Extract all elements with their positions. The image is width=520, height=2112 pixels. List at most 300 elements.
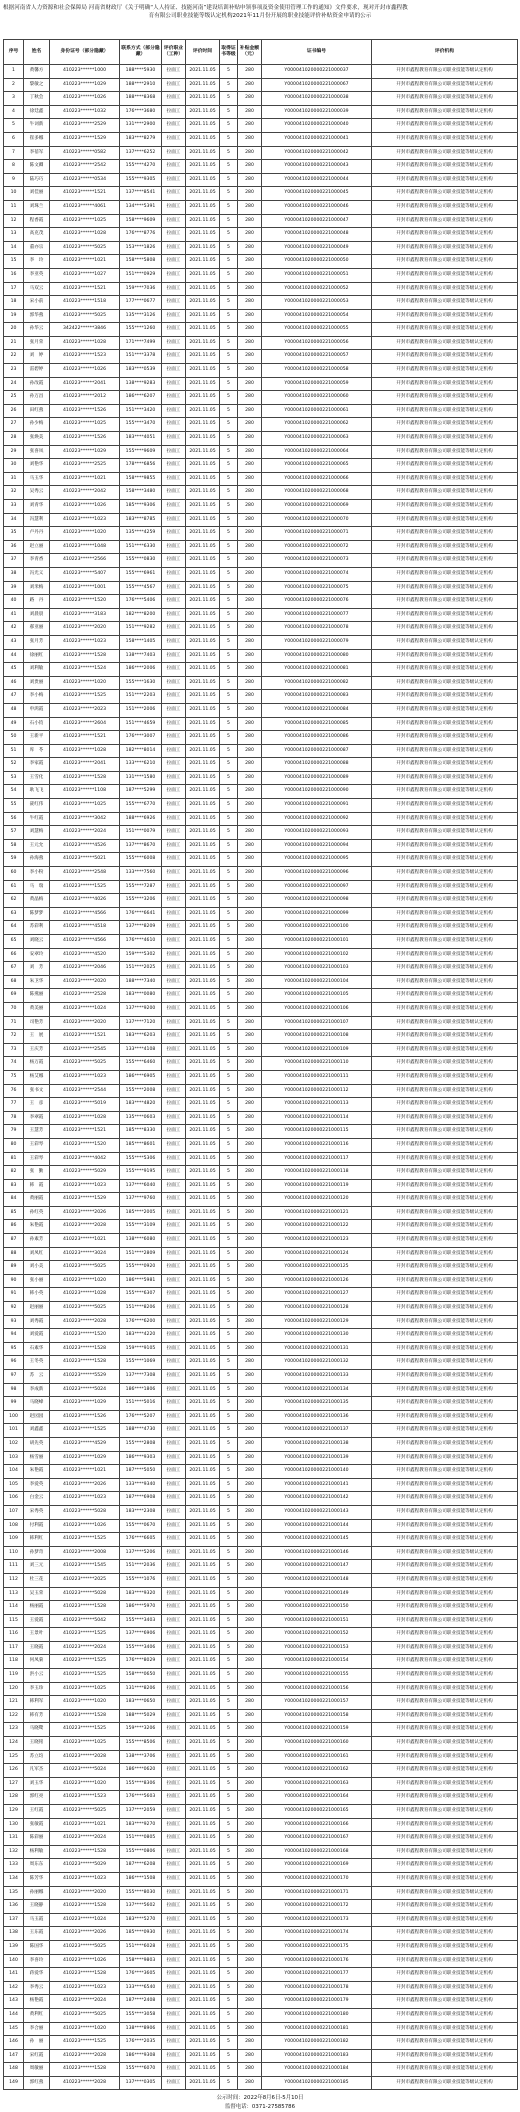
subsidy-amount-cell: 280 xyxy=(238,472,262,486)
subsidy-amount-cell: 280 xyxy=(238,1927,262,1941)
cert-number-cell: Y000041020000221000155 xyxy=(262,1669,372,1683)
institution-cell: 开封市鑫程教育有限公司职业技能等级认定机构 xyxy=(372,418,518,432)
phone-cell: 155****9609 xyxy=(120,445,162,459)
id-number-cell: 410223******1025 xyxy=(50,1737,120,1751)
row-index: 15 xyxy=(4,255,24,269)
eval-date-cell: 2021.11.05 xyxy=(186,2036,220,2050)
table-row xyxy=(4,989,518,1003)
row-index: 44 xyxy=(4,649,24,663)
cert-level-cell: 5 xyxy=(220,228,238,242)
row-index: 96 xyxy=(4,1356,24,1370)
cert-number-cell: Y000041020000221000043 xyxy=(262,160,372,174)
row-index: 42 xyxy=(4,622,24,636)
cert-number-cell: Y000041020000221000089 xyxy=(262,771,372,785)
cert-number-cell: Y000041020000221000106 xyxy=(262,1002,372,1016)
id-number-cell: 410223******1028 xyxy=(50,336,120,350)
cert-number-cell: Y000041020000221000111 xyxy=(262,1070,372,1084)
eval-date-cell: 2021.11.05 xyxy=(186,744,220,758)
cert-level-cell: 5 xyxy=(220,350,238,364)
cert-level-cell: 5 xyxy=(220,1764,238,1778)
row-index: 112 xyxy=(4,1573,24,1587)
subsidy-amount-cell: 280 xyxy=(238,2049,262,2063)
cert-number-cell: Y000041020000221000112 xyxy=(262,1084,372,1098)
row-index: 83 xyxy=(4,1179,24,1193)
phone-cell: 155****9305 xyxy=(120,173,162,187)
subsidy-amount-cell: 280 xyxy=(238,921,262,935)
name-cell: 郭红亮 xyxy=(24,1791,50,1805)
cert-level-cell: 5 xyxy=(220,1519,238,1533)
cert-number-cell: Y000041020000221000056 xyxy=(262,336,372,350)
institution-cell: 开封市鑫程教育有限公司职业技能等级认定机构 xyxy=(372,214,518,228)
subsidy-amount-cell: 280 xyxy=(238,241,262,255)
cert-number-cell: Y000041020000221000139 xyxy=(262,1451,372,1465)
name-cell: 刘 芳 xyxy=(24,962,50,976)
eval-date-cell: 2021.11.05 xyxy=(186,1492,220,1506)
id-number-cell: 410223******1029 xyxy=(50,78,120,92)
institution-cell: 开封市鑫程教育有限公司职业技能等级认定机构 xyxy=(372,105,518,119)
subsidy-amount-cell: 280 xyxy=(238,1669,262,1683)
table-row xyxy=(4,1247,518,1261)
occupation-cell: 拉面工 xyxy=(162,1954,186,1968)
table-row xyxy=(4,1764,518,1778)
subsidy-amount-cell: 280 xyxy=(238,649,262,663)
cert-level-cell: 5 xyxy=(220,1546,238,1560)
cert-level-cell: 5 xyxy=(220,1940,238,1954)
cert-number-cell: Y000041020000221000094 xyxy=(262,839,372,853)
table-row xyxy=(4,1329,518,1343)
name-cell: 杨艳霞 xyxy=(24,1995,50,2009)
institution-cell: 开封市鑫程教育有限公司职业技能等级认定机构 xyxy=(372,799,518,813)
name-cell: 韩利军 xyxy=(24,1696,50,1710)
table-row xyxy=(4,1832,518,1846)
subsidy-amount-cell: 280 xyxy=(238,296,262,310)
cert-number-cell: Y000041020000221000166 xyxy=(262,1818,372,1832)
phone-cell: 155****3470 xyxy=(120,418,162,432)
table-row xyxy=(4,703,518,717)
phone-cell: 155****3206 xyxy=(120,894,162,908)
institution-cell: 开封市鑫程教育有限公司职业技能等级认定机构 xyxy=(372,160,518,174)
eval-date-cell: 2021.11.05 xyxy=(186,214,220,228)
id-number-cell: 410223******1528 xyxy=(50,2063,120,2077)
row-index: 25 xyxy=(4,391,24,405)
cert-number-cell: Y000041020000221000137 xyxy=(262,1424,372,1438)
name-cell: 黎敏之 xyxy=(24,78,50,92)
phone-cell: 155****9195 xyxy=(120,1166,162,1180)
eval-date-cell: 2021.11.05 xyxy=(186,1152,220,1166)
subsidy-amount-cell: 280 xyxy=(238,1152,262,1166)
institution-cell: 开封市鑫程教育有限公司职业技能等级认定机构 xyxy=(372,1791,518,1805)
table-row xyxy=(4,296,518,310)
table-row xyxy=(4,472,518,486)
eval-date-cell: 2021.11.05 xyxy=(186,690,220,704)
eval-date-cell: 2021.11.05 xyxy=(186,1166,220,1180)
row-index: 30 xyxy=(4,459,24,473)
id-number-cell: 410223******5028 xyxy=(50,1587,120,1601)
name-cell: 宋秀英 xyxy=(24,1505,50,1519)
subsidy-amount-cell: 280 xyxy=(238,2063,262,2077)
cert-level-cell: 5 xyxy=(220,78,238,92)
eval-date-cell: 2021.11.05 xyxy=(186,867,220,881)
phone-cell: 186****9308 xyxy=(120,2049,162,2063)
eval-date-cell: 2021.11.05 xyxy=(186,65,220,79)
name-cell: 孙万昌 xyxy=(24,391,50,405)
eval-date-cell: 2021.11.05 xyxy=(186,717,220,731)
row-index: 24 xyxy=(4,377,24,391)
eval-date-cell: 2021.11.05 xyxy=(186,1601,220,1615)
table-row xyxy=(4,1927,518,1941)
cert-level-cell: 5 xyxy=(220,187,238,201)
cert-number-cell: Y000041020000221000156 xyxy=(262,1682,372,1696)
id-number-cell: 410223******4042 xyxy=(50,1152,120,1166)
name-cell: 苏立均 xyxy=(24,1750,50,1764)
occupation-cell: 拉面工 xyxy=(162,92,186,106)
phone-cell: 151****0079 xyxy=(120,826,162,840)
phone-cell: 155****1069 xyxy=(120,1356,162,1370)
table-row xyxy=(4,1587,518,1601)
table-row xyxy=(4,1492,518,1506)
id-number-cell: 410223******1521 xyxy=(50,1125,120,1139)
subsidy-amount-cell: 280 xyxy=(238,1519,262,1533)
subsidy-amount-cell: 280 xyxy=(238,486,262,500)
eval-date-cell: 2021.11.05 xyxy=(186,1397,220,1411)
id-number-cell: 410223******1023 xyxy=(50,1070,120,1084)
institution-cell: 开封市鑫程教育有限公司职业技能等级认定机构 xyxy=(372,391,518,405)
phone-cell: 183****5270 xyxy=(120,1913,162,1927)
name-cell: 王晓静 xyxy=(24,1900,50,1914)
cert-level-cell: 5 xyxy=(220,1043,238,1057)
phone-cell: 155****6961 xyxy=(120,567,162,581)
phone-cell: 176****2035 xyxy=(120,2036,162,2050)
table-row xyxy=(4,1152,518,1166)
id-number-cell: 410223******5029 xyxy=(50,1859,120,1873)
id-number-cell: 410223******2026 xyxy=(50,1206,120,1220)
eval-date-cell: 2021.11.05 xyxy=(186,1070,220,1084)
institution-cell: 开封市鑫程教育有限公司职业技能等级认定机构 xyxy=(372,1492,518,1506)
cert-level-cell: 5 xyxy=(220,1886,238,1900)
subsidy-amount-cell: 280 xyxy=(238,1886,262,1900)
phone-cell: 135****0603 xyxy=(120,1111,162,1125)
cert-level-cell: 5 xyxy=(220,867,238,881)
name-cell: 凡军杰 xyxy=(24,1764,50,1778)
cert-number-cell: Y000041020000221000123 xyxy=(262,1234,372,1248)
cert-level-cell: 5 xyxy=(220,214,238,228)
occupation-cell: 拉面工 xyxy=(162,146,186,160)
eval-date-cell: 2021.11.05 xyxy=(186,1342,220,1356)
row-index: 47 xyxy=(4,690,24,704)
occupation-cell: 拉面工 xyxy=(162,1505,186,1519)
row-index: 91 xyxy=(4,1288,24,1302)
phone-cell: 155****0670 xyxy=(120,1519,162,1533)
id-number-cell: 410223******1026 xyxy=(50,1954,120,1968)
row-index: 63 xyxy=(4,907,24,921)
cert-number-cell: Y000041020000221000041 xyxy=(262,132,372,146)
table-row xyxy=(4,78,518,92)
cert-number-cell: Y000041020000221000130 xyxy=(262,1329,372,1343)
eval-date-cell: 2021.11.05 xyxy=(186,527,220,541)
eval-date-cell: 2021.11.05 xyxy=(186,771,220,785)
name-cell: 刘凤红 xyxy=(24,1247,50,1261)
cert-level-cell: 5 xyxy=(220,1587,238,1601)
id-number-cell: 410223******5019 xyxy=(50,1098,120,1112)
name-cell: 张喜凤 xyxy=(24,445,50,459)
cert-level-cell: 5 xyxy=(220,1655,238,1669)
occupation-cell: 拉面工 xyxy=(162,1900,186,1914)
table-row xyxy=(4,812,518,826)
phone-cell: 188****5930 xyxy=(120,65,162,79)
institution-cell: 开封市鑫程教育有限公司职业技能等级认定机构 xyxy=(372,540,518,554)
institution-cell: 开封市鑫程教育有限公司职业技能等级认定机构 xyxy=(372,554,518,568)
eval-date-cell: 2021.11.05 xyxy=(186,921,220,935)
table-row xyxy=(4,1383,518,1397)
id-number-cell: 410223******1523 xyxy=(50,350,120,364)
column-header: 序号 xyxy=(4,40,24,65)
cert-level-cell: 5 xyxy=(220,1968,238,1982)
cert-level-cell: 5 xyxy=(220,1247,238,1261)
institution-cell: 开封市鑫程教育有限公司职业技能等级认定机构 xyxy=(372,1546,518,1560)
subsidy-amount-cell: 280 xyxy=(238,1737,262,1751)
phone-cell: 155****8506 xyxy=(120,1737,162,1751)
phone-cell: 185****2005 xyxy=(120,1206,162,1220)
row-index: 41 xyxy=(4,608,24,622)
eval-date-cell: 2021.11.05 xyxy=(186,486,220,500)
cert-number-cell: Y000041020000221000169 xyxy=(262,1859,372,1873)
eval-date-cell: 2021.11.05 xyxy=(186,608,220,622)
cert-number-cell: Y000041020000221000167 xyxy=(262,1832,372,1846)
institution-cell: 开封市鑫程教育有限公司职业技能等级认定机构 xyxy=(372,1166,518,1180)
cert-number-cell: Y000041020000221000039 xyxy=(262,105,372,119)
occupation-cell: 拉面工 xyxy=(162,1138,186,1152)
occupation-cell: 拉面工 xyxy=(162,1940,186,1954)
table-row xyxy=(4,1573,518,1587)
cert-number-cell: Y000041020000221000079 xyxy=(262,635,372,649)
eval-date-cell: 2021.11.05 xyxy=(186,1111,220,1125)
name-cell: 赵立丽 xyxy=(24,540,50,554)
cert-number-cell: Y000041020000221000185 xyxy=(262,2076,372,2090)
table-row xyxy=(4,527,518,541)
id-number-cell: 410223******2012 xyxy=(50,391,120,405)
name-cell: 杨万霞 xyxy=(24,1057,50,1071)
institution-cell: 开封市鑫程教育有限公司职业技能等级认定机构 xyxy=(372,1723,518,1737)
cert-number-cell: Y000041020000221000129 xyxy=(262,1315,372,1329)
row-index: 134 xyxy=(4,1872,24,1886)
name-cell: 李爱英 xyxy=(24,1478,50,1492)
phone-cell: 155****3058 xyxy=(120,2008,162,2022)
institution-cell: 开封市鑫程教育有限公司职业技能等级认定机构 xyxy=(372,717,518,731)
name-cell: 孙素芳 xyxy=(24,1234,50,1248)
row-index: 32 xyxy=(4,486,24,500)
row-index: 67 xyxy=(4,962,24,976)
phone-cell: 159****5302 xyxy=(120,948,162,962)
subsidy-amount-cell: 280 xyxy=(238,622,262,636)
institution-cell: 开封市鑫程教育有限公司职业技能等级认定机构 xyxy=(372,65,518,79)
institution-cell: 开封市鑫程教育有限公司职业技能等级认定机构 xyxy=(372,676,518,690)
institution-cell: 开封市鑫程教育有限公司职业技能等级认定机构 xyxy=(372,1179,518,1193)
eval-date-cell: 2021.11.05 xyxy=(186,1234,220,1248)
phone-cell: 158****9855 xyxy=(120,472,162,486)
name-cell: 刘三元 xyxy=(24,1560,50,1574)
table-row xyxy=(4,731,518,745)
eval-date-cell: 2021.11.05 xyxy=(186,1519,220,1533)
cert-number-cell: Y000041020000221000152 xyxy=(262,1628,372,1642)
subsidy-amount-cell: 280 xyxy=(238,1995,262,2009)
cert-level-cell: 5 xyxy=(220,1872,238,1886)
occupation-cell: 拉面工 xyxy=(162,2063,186,2077)
subsidy-amount-cell: 280 xyxy=(238,459,262,473)
name-cell: 聂红伟 xyxy=(24,799,50,813)
phone-cell: 155****0920 xyxy=(120,1261,162,1275)
table-row xyxy=(4,1818,518,1832)
subsidy-amount-cell: 280 xyxy=(238,1777,262,1791)
cert-level-cell: 5 xyxy=(220,1070,238,1084)
institution-cell: 开封市鑫程教育有限公司职业技能等级认定机构 xyxy=(372,731,518,745)
id-number-cell: 410223******4526 xyxy=(50,839,120,853)
name-cell: 丁秋会 xyxy=(24,92,50,106)
row-index: 121 xyxy=(4,1696,24,1710)
institution-cell: 开封市鑫程教育有限公司职业技能等级认定机构 xyxy=(372,1655,518,1669)
eval-date-cell: 2021.11.05 xyxy=(186,1709,220,1723)
cert-number-cell: Y000041020000221000065 xyxy=(262,459,372,473)
occupation-cell: 拉面工 xyxy=(162,132,186,146)
id-number-cell: 410223******1025 xyxy=(50,214,120,228)
institution-cell: 开封市鑫程教育有限公司职业技能等级认定机构 xyxy=(372,1220,518,1234)
occupation-cell: 拉面工 xyxy=(162,486,186,500)
id-number-cell: 410223******2028 xyxy=(50,1750,120,1764)
cert-number-cell: Y000041020000221000068 xyxy=(262,486,372,500)
eval-date-cell: 2021.11.05 xyxy=(186,1247,220,1261)
name-cell: 孙梦奇 xyxy=(24,1546,50,1560)
name-cell: 杜三花 xyxy=(24,1573,50,1587)
id-number-cell: 410223******1025 xyxy=(50,799,120,813)
cert-level-cell: 5 xyxy=(220,1125,238,1139)
column-header: 评价时间 xyxy=(186,40,220,65)
name-cell: 张月芳 xyxy=(24,635,50,649)
eval-date-cell: 2021.11.05 xyxy=(186,1737,220,1751)
institution-cell: 开封市鑫程教育有限公司职业技能等级认定机构 xyxy=(372,812,518,826)
id-number-cell: 410223******1021 xyxy=(50,1465,120,1479)
occupation-cell: 拉面工 xyxy=(162,581,186,595)
name-cell: 苏 云 xyxy=(24,1370,50,1384)
row-index: 137 xyxy=(4,1913,24,1927)
table-row xyxy=(4,1451,518,1465)
phone-cell: 186****1806 xyxy=(120,1383,162,1397)
subsidy-amount-cell: 280 xyxy=(238,173,262,187)
occupation-cell: 拉面工 xyxy=(162,867,186,881)
eval-date-cell: 2021.11.05 xyxy=(186,92,220,106)
phone-cell: 137****8209 xyxy=(120,921,162,935)
occupation-cell: 拉面工 xyxy=(162,1030,186,1044)
phone-cell: 133****6540 xyxy=(120,1981,162,1995)
name-cell: 黄丽霞 xyxy=(24,1193,50,1207)
cert-number-cell: Y000041020000221000168 xyxy=(262,1845,372,1859)
name-cell: 吴秀云 xyxy=(24,486,50,500)
institution-cell: 开封市鑫程教育有限公司职业技能等级认定机构 xyxy=(372,1533,518,1547)
occupation-cell: 拉面工 xyxy=(162,1370,186,1384)
id-number-cell: 410223******4520 xyxy=(50,948,120,962)
table-row xyxy=(4,635,518,649)
phone-cell: 137****0305 xyxy=(120,2076,162,2090)
occupation-cell: 拉面工 xyxy=(162,1302,186,1316)
row-index: 43 xyxy=(4,635,24,649)
table-row xyxy=(4,935,518,949)
phone-cell: 137****2059 xyxy=(120,1805,162,1819)
table-row xyxy=(4,867,518,881)
occupation-cell: 拉面工 xyxy=(162,1533,186,1547)
name-cell: 吴玉荣 xyxy=(24,1587,50,1601)
name-cell: 李成新 xyxy=(24,1383,50,1397)
cert-number-cell: Y000041020000221000170 xyxy=(262,1872,372,1886)
phone-cell: 151****6028 xyxy=(120,1940,162,1954)
cert-number-cell: Y000041020000221000049 xyxy=(262,241,372,255)
cert-level-cell: 5 xyxy=(220,377,238,391)
occupation-cell: 拉面工 xyxy=(162,1614,186,1628)
institution-cell: 开封市鑫程教育有限公司职业技能等级认定机构 xyxy=(372,1601,518,1615)
cert-level-cell: 5 xyxy=(220,1682,238,1696)
name-cell: 王新平 xyxy=(24,731,50,745)
occupation-cell: 拉面工 xyxy=(162,2049,186,2063)
table-row xyxy=(4,1533,518,1547)
cert-number-cell: Y000041020000221000102 xyxy=(262,948,372,962)
institution-cell: 开封市鑫程教育有限公司职业技能等级认定机构 xyxy=(372,758,518,772)
row-index: 35 xyxy=(4,527,24,541)
subsidy-amount-cell: 280 xyxy=(238,1954,262,1968)
name-cell: 陈燕丽 xyxy=(24,989,50,1003)
subsidy-amount-cell: 280 xyxy=(238,676,262,690)
table-row xyxy=(4,1560,518,1574)
row-index: 21 xyxy=(4,336,24,350)
id-number-cell: 410223******3183 xyxy=(50,608,120,622)
institution-cell: 开封市鑫程教育有限公司职业技能等级认定机构 xyxy=(372,1437,518,1451)
row-index: 28 xyxy=(4,432,24,446)
table-row xyxy=(4,119,518,133)
row-index: 149 xyxy=(4,2076,24,2090)
subsidy-amount-cell: 280 xyxy=(238,962,262,976)
institution-cell: 开封市鑫程教育有限公司职业技能等级认定机构 xyxy=(372,1111,518,1125)
institution-cell: 开封市鑫程教育有限公司职业技能等级认定机构 xyxy=(372,1845,518,1859)
eval-date-cell: 2021.11.05 xyxy=(186,105,220,119)
cert-number-cell: Y000041020000221000077 xyxy=(262,608,372,622)
phone-cell: 186****9303 xyxy=(120,1451,162,1465)
row-index: 77 xyxy=(4,1098,24,1112)
eval-date-cell: 2021.11.05 xyxy=(186,472,220,486)
eval-date-cell: 2021.11.05 xyxy=(186,146,220,160)
subsidy-amount-cell: 280 xyxy=(238,105,262,119)
id-number-cell: 410223******4026 xyxy=(50,894,120,908)
eval-date-cell: 2021.11.05 xyxy=(186,907,220,921)
cert-level-cell: 5 xyxy=(220,1601,238,1615)
cert-level-cell: 5 xyxy=(220,1669,238,1683)
phone-cell: 159****7036 xyxy=(120,282,162,296)
table-row xyxy=(4,65,518,79)
cert-level-cell: 5 xyxy=(220,173,238,187)
institution-cell: 开封市鑫程教育有限公司职业技能等级认定机构 xyxy=(372,595,518,609)
subsidy-amount-cell: 280 xyxy=(238,1397,262,1411)
subsidy-amount-cell: 280 xyxy=(238,880,262,894)
institution-cell: 开封市鑫程教育有限公司职业技能等级认定机构 xyxy=(372,173,518,187)
table-row xyxy=(4,676,518,690)
name-cell: 刘艳华 xyxy=(24,459,50,473)
institution-cell: 开封市鑫程教育有限公司职业技能等级认定机构 xyxy=(372,663,518,677)
cert-level-cell: 5 xyxy=(220,268,238,282)
subsidy-amount-cell: 280 xyxy=(238,581,262,595)
name-cell: 杨艾娜 xyxy=(24,1070,50,1084)
name-cell: 李亚英 xyxy=(24,268,50,282)
subsidy-amount-cell: 280 xyxy=(238,540,262,554)
table-row xyxy=(4,336,518,350)
institution-cell: 开封市鑫程教育有限公司职业技能等级认定机构 xyxy=(372,486,518,500)
id-number-cell: 410223******2041 xyxy=(50,377,120,391)
id-number-cell: 410223******0582 xyxy=(50,146,120,160)
institution-cell: 开封市鑫程教育有限公司职业技能等级认定机构 xyxy=(372,1750,518,1764)
